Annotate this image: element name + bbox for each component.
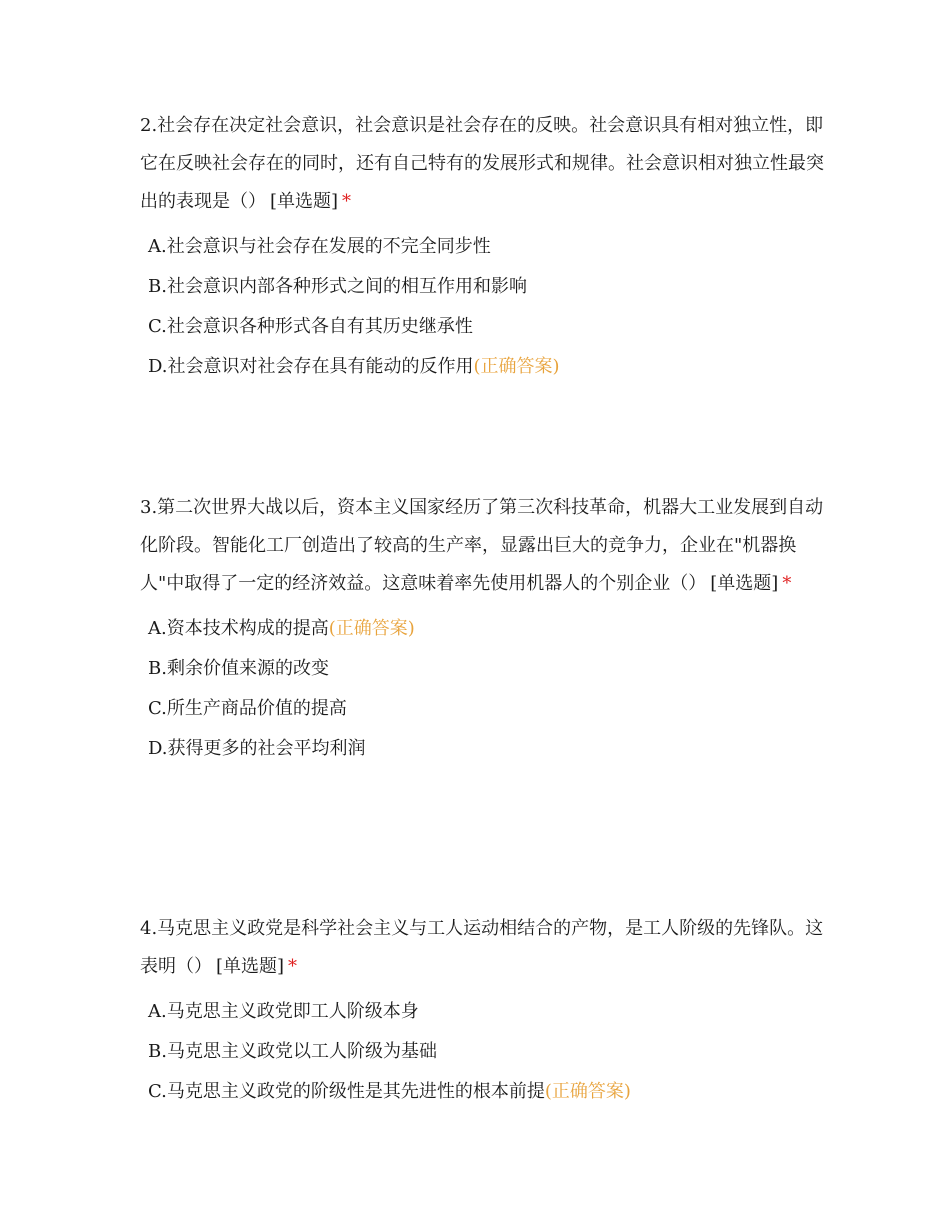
option-text: D.获得更多的社会平均利润 bbox=[148, 738, 366, 759]
option-b[interactable] bbox=[148, 1032, 830, 1072]
question-text: 3.第二次世界大战以后，资本主义国家经历了第三次科技革命，机器大工业发展到自动化阶段。智能化工厂创造出了较高的生产率，显露出巨大的竞争力，企业在"机器换人"中取得了一定的经济效益。这意味着率先使用机器人的个别企业（） bbox=[140, 497, 824, 594]
option-a[interactable] bbox=[148, 992, 830, 1032]
question-type-label: [单选题] bbox=[270, 191, 339, 212]
option-text: A.社会意识与社会存在发展的不完全同步性 bbox=[148, 236, 491, 257]
required-mark: * bbox=[342, 191, 352, 212]
option-c[interactable] bbox=[148, 307, 830, 347]
option-text: B.剩余价值来源的改变 bbox=[148, 658, 329, 679]
option-a[interactable] bbox=[148, 609, 830, 649]
question-4 bbox=[140, 910, 830, 1112]
option-b[interactable] bbox=[148, 649, 830, 689]
required-mark: * bbox=[782, 573, 792, 594]
option-text: C.马克思主义政党的阶级性是其先进性的根本前提 bbox=[148, 1081, 545, 1102]
option-text: A.马克思主义政党即工人阶级本身 bbox=[148, 1001, 419, 1022]
question-stem bbox=[140, 489, 830, 603]
option-list bbox=[148, 227, 830, 387]
option-c[interactable] bbox=[148, 1072, 830, 1112]
question-stem bbox=[140, 910, 830, 986]
correct-answer-tag: (正确答案) bbox=[473, 356, 560, 377]
required-mark: * bbox=[288, 956, 298, 977]
question-stem bbox=[140, 107, 830, 221]
correct-answer-tag: (正确答案) bbox=[328, 618, 415, 639]
option-list bbox=[148, 992, 830, 1112]
question-2 bbox=[140, 107, 830, 387]
option-d[interactable] bbox=[148, 729, 830, 769]
option-c[interactable] bbox=[148, 689, 830, 729]
option-text: C.所生产商品价值的提高 bbox=[148, 698, 347, 719]
question-3 bbox=[140, 489, 830, 769]
option-d[interactable] bbox=[148, 347, 830, 387]
question-type-label: [单选题] bbox=[710, 573, 779, 594]
option-text: D.社会意识对社会存在具有能动的反作用 bbox=[148, 356, 474, 377]
option-text: B.马克思主义政党以工人阶级为基础 bbox=[148, 1041, 437, 1062]
option-b[interactable] bbox=[148, 267, 830, 307]
question-text: 4.马克思主义政党是科学社会主义与工人运动相结合的产物，是工人阶级的先锋队。这表明（） bbox=[140, 918, 824, 977]
option-text: C.社会意识各种形式各自有其历史继承性 bbox=[148, 316, 473, 337]
option-list bbox=[148, 609, 830, 769]
option-text: A.资本技术构成的提高 bbox=[148, 618, 329, 639]
option-text: B.社会意识内部各种形式之间的相互作用和影响 bbox=[148, 276, 527, 297]
question-type-label: [单选题] bbox=[216, 956, 285, 977]
option-a[interactable] bbox=[148, 227, 830, 267]
question-text: 2.社会存在决定社会意识，社会意识是社会存在的反映。社会意识具有相对独立性，即它在反映社会存在的同时，还有自己特有的发展形式和规律。社会意识相对独立性最突出的表现是（） bbox=[140, 115, 824, 212]
correct-answer-tag: (正确答案) bbox=[544, 1081, 631, 1102]
